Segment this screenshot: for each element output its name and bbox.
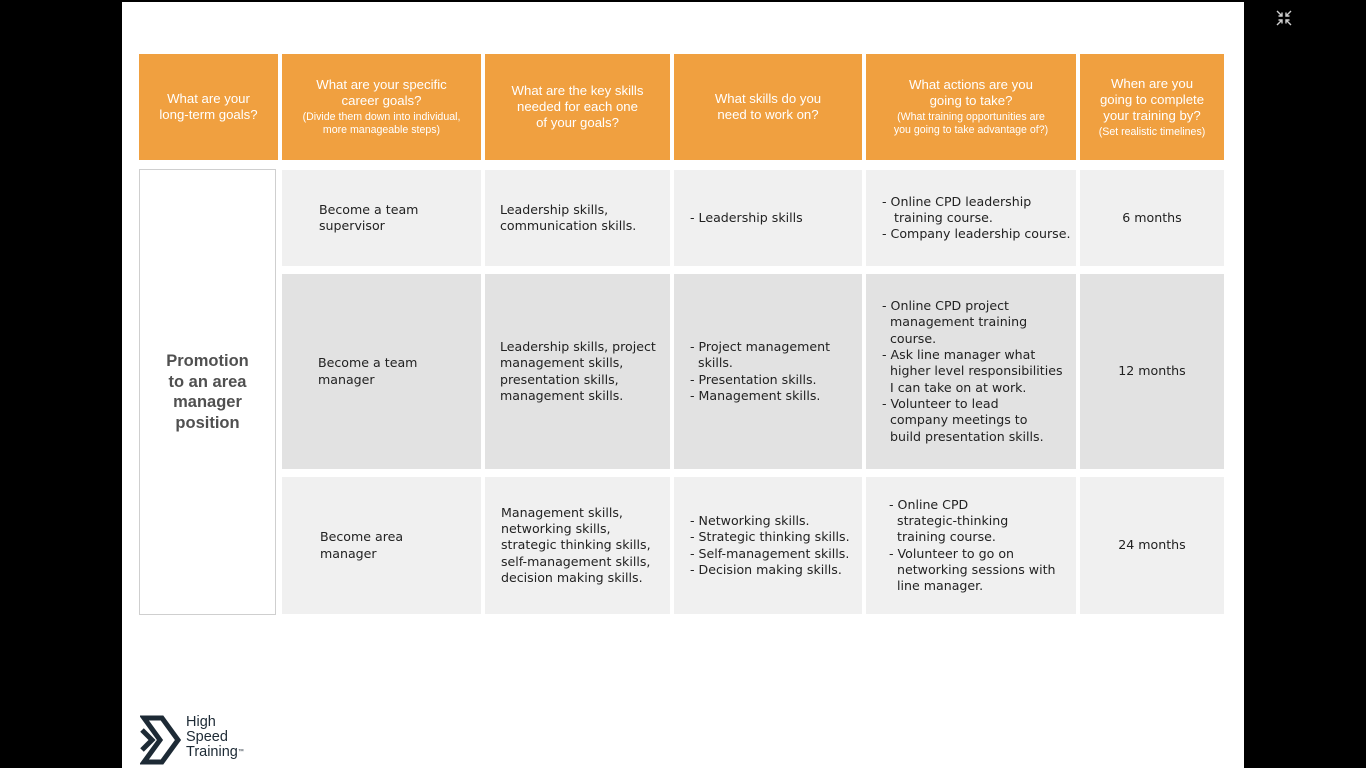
actions-cell [866, 477, 1076, 614]
header-sub: (What training opportunities are you going to take advantage of?) [893, 111, 1049, 136]
work-on-text: - Leadership skills [690, 209, 803, 225]
actions-text: - Online CPD leadership training course. - Company leadership course. [882, 193, 1071, 242]
key-skills-text: Leadership skills, communication skills. [500, 201, 637, 233]
timeline-text: 12 months [1118, 363, 1186, 379]
work-on-cell [674, 477, 862, 614]
key-skills-cell [485, 477, 670, 614]
header-main: What actions are you going to take? [909, 77, 1033, 108]
header-main: When are you going to complete your training by? [1099, 75, 1205, 123]
header-main: What are your specific career goals? [316, 77, 447, 108]
high-speed-training-logo [140, 714, 244, 766]
header-actions [866, 54, 1076, 160]
key-skills-cell [485, 170, 670, 266]
logo-text: High Speed Training [186, 714, 238, 760]
key-skills-text: Management skills, networking skills, strategic thinking skills, self-management skills, decision making skills. [501, 504, 651, 585]
header-sub: (Divide them down into individual, more manageable steps) [302, 111, 461, 136]
key-skills-cell [485, 274, 670, 469]
header-career-goals [282, 54, 481, 160]
long-term-goal-text: Promotion to an area manager position [166, 352, 249, 432]
header-key-skills [485, 54, 670, 160]
actions-text: - Online CPD project management training course. - Ask line manager what higher level responsibilities I can take on at work. - Volunteer to lead company meetings to build presentation skills. [882, 298, 1063, 444]
timeline-cell [1080, 170, 1224, 266]
header-sub: (Set realistic timelines) [1098, 125, 1206, 138]
career-goal-cell [282, 274, 481, 469]
logo-chevron-icon [140, 714, 182, 766]
timeline-cell [1080, 274, 1224, 469]
header-timeline [1080, 54, 1224, 160]
logo-wordmark [186, 715, 244, 760]
work-on-text: - Networking skills. - Strategic thinking skills. - Self-management skills. - Decision making skills. [690, 512, 850, 577]
header-main: What skills do you need to work on? [714, 91, 822, 122]
timeline-cell [1080, 477, 1224, 614]
key-skills-text: Leadership skills, project management skills, presentation skills, management skills. [500, 338, 656, 403]
career-goal-cell [282, 170, 481, 266]
header-long-term-goals [139, 54, 278, 160]
exit-fullscreen-icon[interactable] [1276, 10, 1292, 26]
career-goal-text: Become area manager [320, 529, 404, 561]
timeline-text: 6 months [1122, 209, 1182, 225]
header-main: What are the key skills needed for each one of your goals? [511, 83, 644, 130]
long-term-goal-cell [139, 169, 276, 615]
work-on-text: - Project management skills. - Presentation skills. - Management skills. [690, 338, 831, 403]
career-goal-cell [282, 477, 481, 614]
actions-cell [866, 170, 1076, 266]
logo-trademark: ™ [237, 749, 244, 755]
career-goal-text: Become a team supervisor [319, 201, 419, 233]
header-skills-to-work-on [674, 54, 862, 160]
career-goal-text: Become a team manager [318, 355, 418, 387]
actions-cell [866, 274, 1076, 469]
header-main: What are your long-term goals? [159, 91, 258, 122]
actions-text: - Online CPD strategic-thinking training course. - Volunteer to go on networking sessions with line manager. [889, 496, 1056, 594]
work-on-cell [674, 274, 862, 469]
slide [122, 2, 1244, 768]
timeline-text: 24 months [1118, 537, 1186, 553]
work-on-cell [674, 170, 862, 266]
